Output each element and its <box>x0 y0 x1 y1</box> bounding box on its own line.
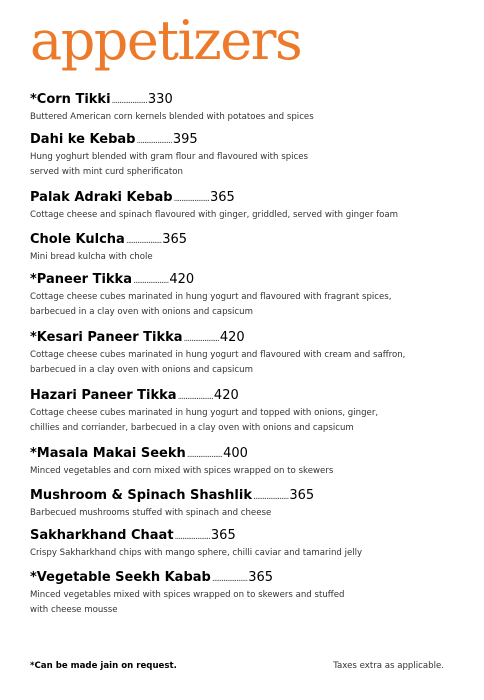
dot-leader: ................... <box>111 96 147 106</box>
item-price: 365 <box>209 190 235 205</box>
item-price: 420 <box>169 272 195 287</box>
item-description: Cottage cheese cubes marinated in hung yogurt and flavoured with fragrant spices, <box>30 292 392 302</box>
dot-leader: ................... <box>173 194 209 204</box>
dot-leader: ................... <box>183 334 219 344</box>
menu-item <box>30 92 460 125</box>
item-name: Palak Adraki Kebab <box>30 190 173 205</box>
menu-item <box>30 132 460 180</box>
menu-item-heading <box>30 488 460 503</box>
item-name: Dahi ke Kebab <box>30 132 136 147</box>
menu-title: appetizers <box>30 9 302 72</box>
menu-item-heading <box>30 570 460 585</box>
menu-item-heading <box>30 190 460 205</box>
menu-item-heading <box>30 528 460 543</box>
menu-item-heading <box>30 132 460 147</box>
item-description: served with mint curd spherificaton <box>30 167 183 177</box>
item-name: Chole Kulcha <box>30 232 125 247</box>
dot-leader: ................... <box>177 392 213 402</box>
dot-leader: ................... <box>174 532 210 542</box>
menu-item-heading <box>30 388 460 403</box>
jain-note: *Can be made jain on request. <box>30 661 177 671</box>
menu-item <box>30 528 460 561</box>
item-description: Cottage cheese and spinach flavoured with ginger, griddled, served with ginger foam <box>30 210 399 220</box>
item-description: with cheese mousse <box>30 605 118 615</box>
dot-leader: ................... <box>211 574 248 584</box>
item-description: Cottage cheese cubes marinated in hung yogurt and flavoured with cream and saffron, <box>30 350 406 360</box>
item-description: Mini bread kulcha with chole <box>30 252 153 262</box>
menu-item <box>30 446 460 479</box>
item-price: 365 <box>210 528 236 543</box>
item-price: 420 <box>219 330 245 345</box>
dot-leader: ................... <box>186 450 223 460</box>
item-name: *Vegetable Seekh Kabab <box>30 570 211 585</box>
menu-item <box>30 570 460 618</box>
item-price: 365 <box>248 570 274 585</box>
item-price: 400 <box>223 446 248 461</box>
item-description: Buttered American corn kernels blended with potatoes and spices <box>30 112 314 122</box>
menu-item-heading <box>30 272 460 287</box>
item-name: Mushroom & Spinach Shashlik <box>30 488 252 503</box>
dot-leader: ................... <box>252 492 289 502</box>
menu-item <box>30 190 460 223</box>
menu-item-heading <box>30 330 460 345</box>
item-name: *Kesari Paneer Tikka <box>30 330 183 345</box>
menu-item <box>30 488 460 521</box>
menu-item <box>30 232 460 265</box>
item-name: Sakharkhand Chaat <box>30 528 174 543</box>
menu-item-heading <box>30 446 460 461</box>
dot-leader: ................... <box>136 136 172 146</box>
menu-item <box>30 330 460 378</box>
item-price: 365 <box>289 488 315 503</box>
item-price: 330 <box>147 92 173 107</box>
taxes-note: Taxes extra as applicable. <box>333 661 444 671</box>
menu-item <box>30 388 460 436</box>
item-description: Minced vegetables mixed with spices wrapped on to skewers and stuffed <box>30 590 345 600</box>
item-name: *Paneer Tikka <box>30 272 132 287</box>
item-description: Crispy Sakharkhand chips with mango sphere, chilli caviar and tamarind jelly <box>30 548 363 558</box>
item-name: *Masala Makai Seekh <box>30 446 186 461</box>
item-description: Minced vegetables and corn mixed with spices wrapped on to skewers <box>30 466 334 476</box>
item-description: barbecued in a clay oven with onions and capsicum <box>30 307 253 317</box>
dot-leader: ................... <box>132 276 169 286</box>
item-description: Cottage cheese cubes marinated in hung yogurt and topped with onions, ginger, <box>30 408 379 418</box>
item-name: *Corn Tikki <box>30 92 111 107</box>
item-price: 420 <box>213 388 239 403</box>
dot-leader: ................... <box>125 236 162 246</box>
item-name: Hazari Paneer Tikka <box>30 388 177 403</box>
item-price: 365 <box>162 232 188 247</box>
item-description: chillies and corriander, barbecued in a clay oven with onions and capsicum <box>30 423 354 433</box>
menu-item-heading <box>30 232 460 247</box>
item-price: 395 <box>172 132 198 147</box>
item-description: Hung yoghurt blended with gram flour and flavoured with spices <box>30 152 309 162</box>
menu-item <box>30 272 460 320</box>
item-description: Barbecued mushrooms stuffed with spinach and cheese <box>30 508 272 518</box>
menu-item-heading <box>30 92 460 107</box>
item-description: barbecued in a clay oven with onions and capsicum <box>30 365 253 375</box>
